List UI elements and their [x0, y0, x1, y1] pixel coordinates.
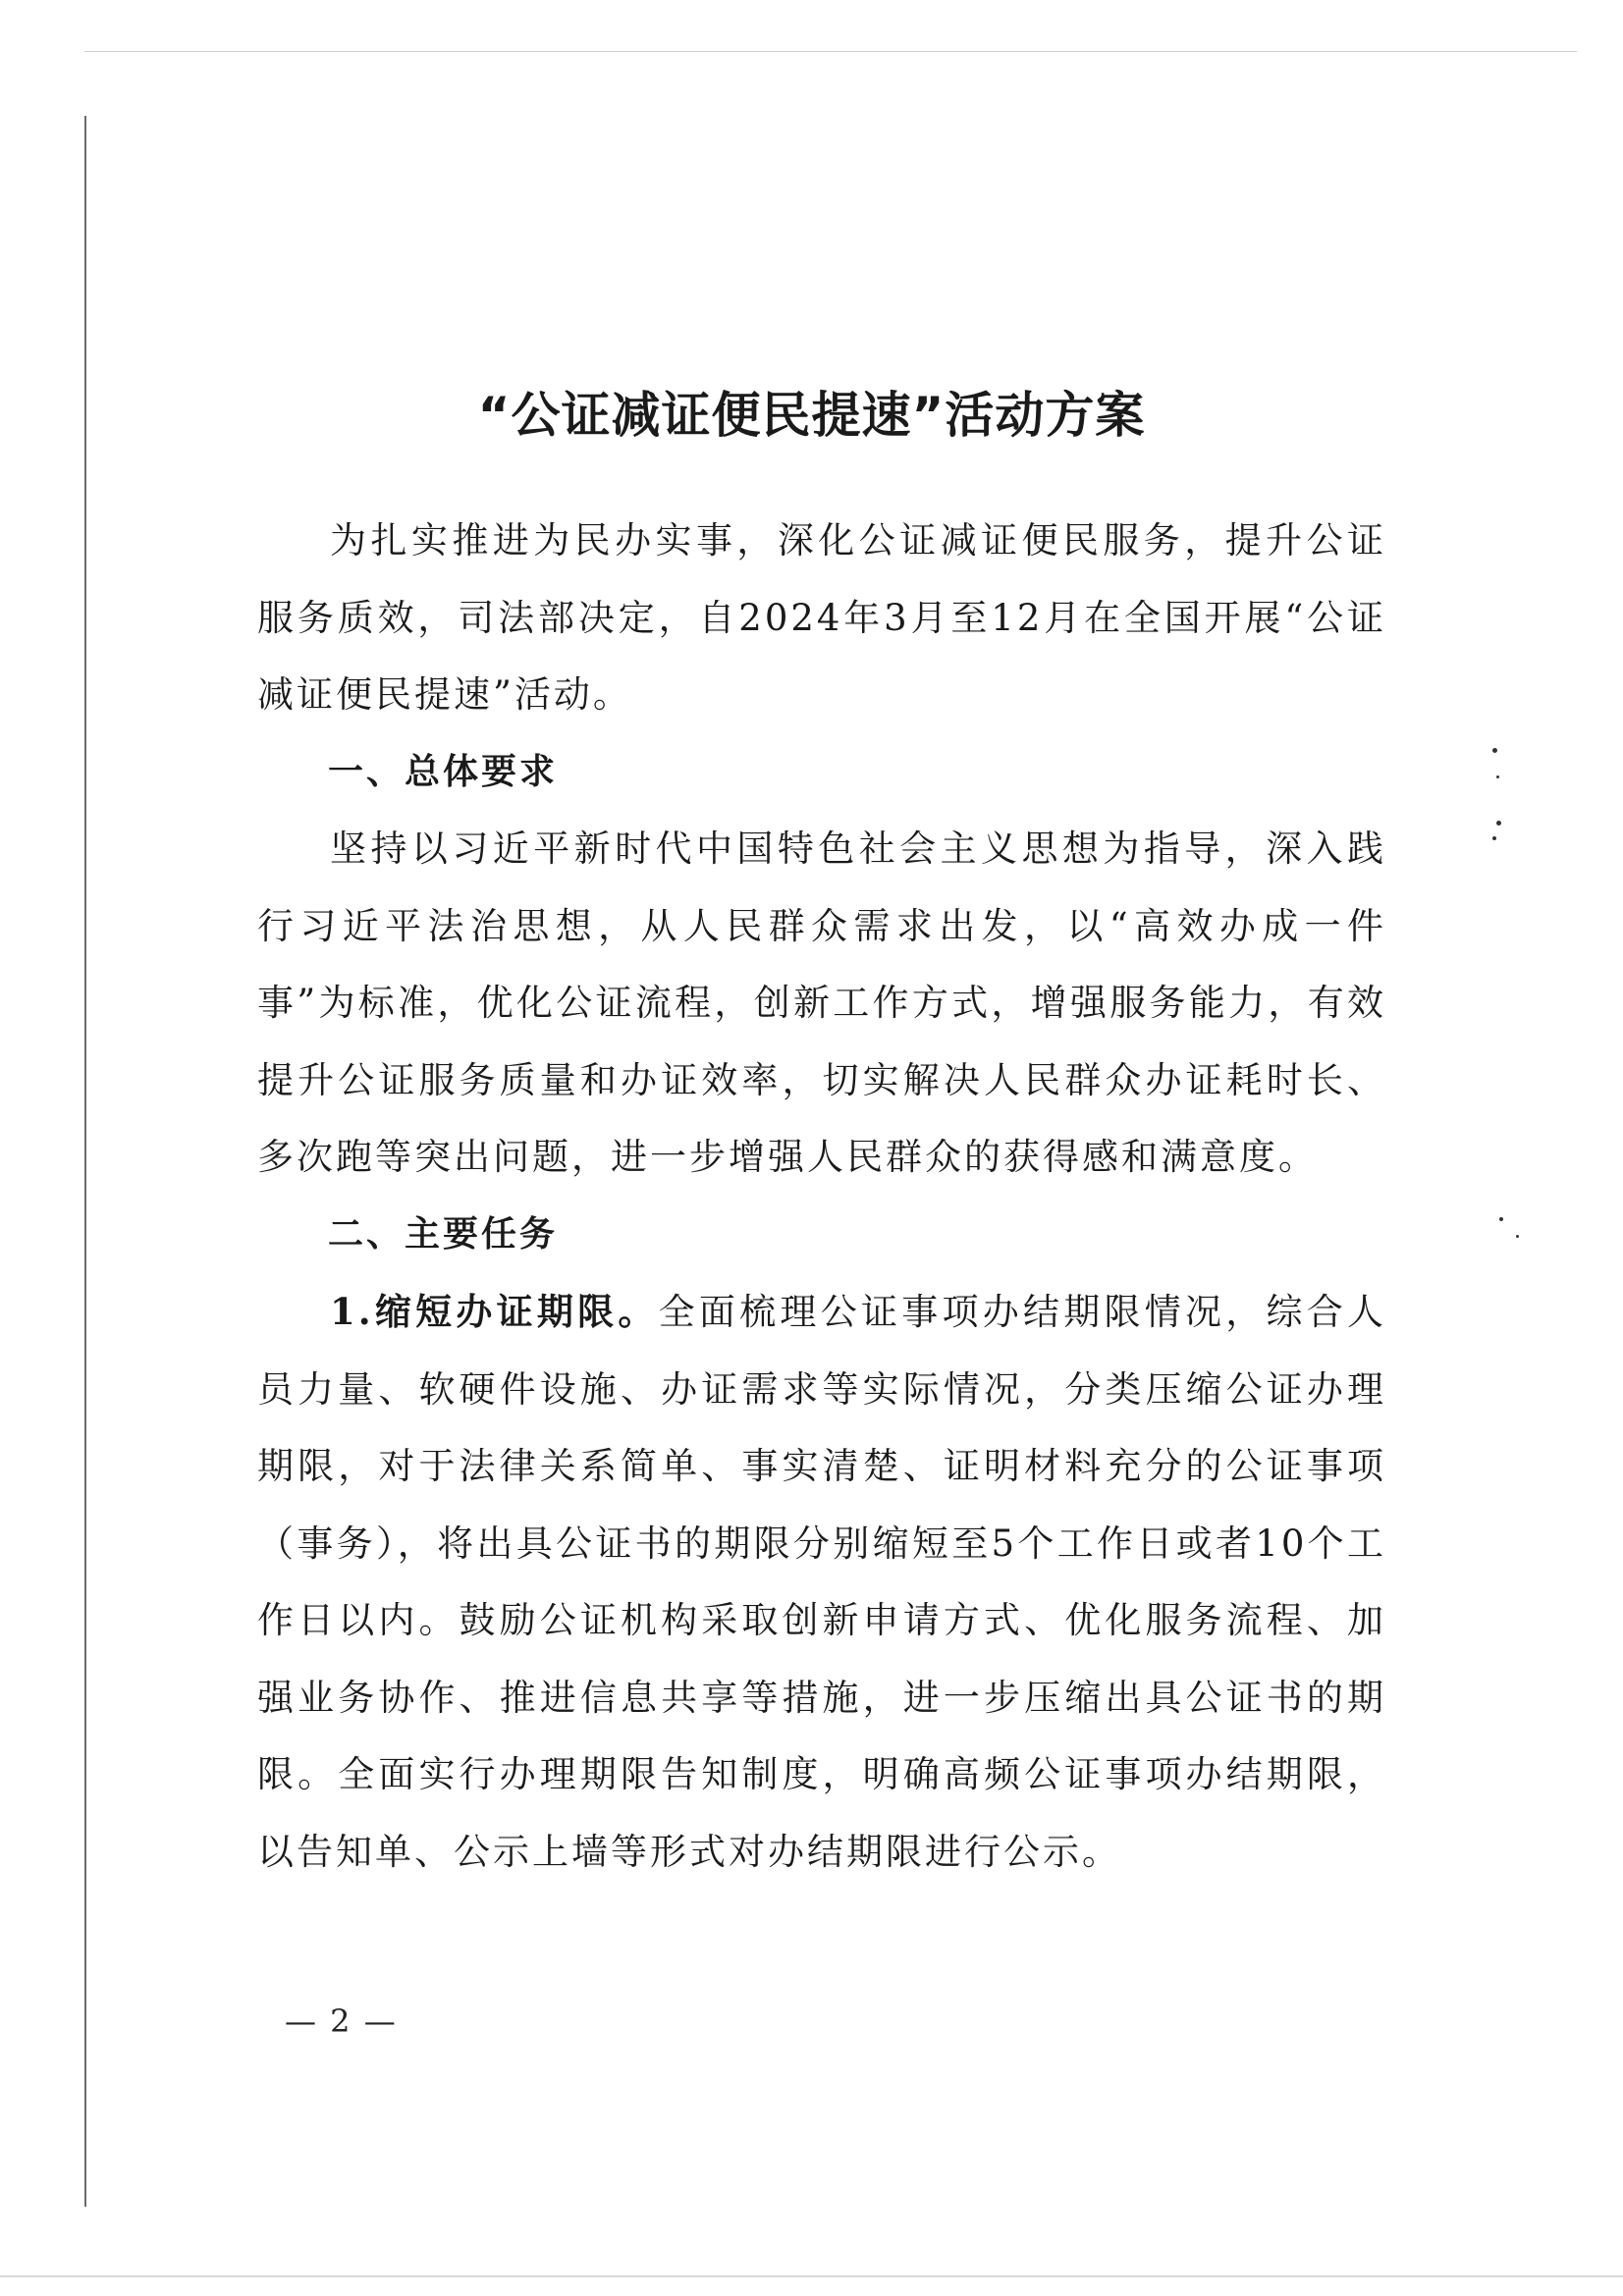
section-heading-general-requirements: 一、总体要求	[328, 751, 559, 792]
scan-speck	[1492, 748, 1497, 753]
document-title: “公证减证便民提速”活动方案	[477, 387, 1146, 444]
document-body	[257, 503, 1386, 1891]
scan-speck	[1499, 1217, 1503, 1221]
page-number: — 2 —	[285, 2002, 398, 2040]
scan-speck	[1492, 836, 1496, 840]
scan-border-bottom	[0, 2275, 1623, 2277]
scan-speck	[1496, 775, 1499, 778]
scan-border-top	[84, 51, 1577, 52]
scan-speck	[1496, 821, 1501, 826]
general-requirements-paragraph: 坚持以习近平新时代中国特色社会主义思想为指导，深入践行习近平法治思想，从人民群众需求出发，以“高效办成一件事”为标准，优化公证流程，创新工作方式，增强服务能力，有效提升公证服务质量和办证效率，切实解决人民群众办证耗时长、多次跑等突出问题，进一步增强人民群众的获得感和满意度。	[257, 828, 1386, 1178]
task-item-1-text: 全面梳理公证事项办结期限情况，综合人员力量、软硬件设施、办证需求等实际情况，分类压缩公证办理期限，对于法律关系简单、事实清楚、证明材料充分的公证事项（事务），将出具公证书的期限分别缩短至5个工作日或者10个工作日以内。鼓励公证机构采取创新申请方式、优化服务流程、加强业务协作、推进信息共享等措施，进一步压缩出具公证书的期限。全面实行办理期限告知制度，明确高频公证事项办结期限，以告知单、公示上墙等形式对办结期限进行公示。	[257, 1291, 1386, 1873]
task-item-1-lead: 1.缩短办证期限。	[330, 1290, 659, 1333]
intro-paragraph: 为扎实推进为民办实事，深化公证减证便民服务，提升公证服务质效，司法部决定，自2024年3月至12月在全国开展“公证减证便民提速”活动。	[257, 519, 1386, 716]
scan-speck	[1516, 1235, 1519, 1238]
section-heading-main-tasks: 二、主要任务	[328, 1213, 559, 1255]
task-item-1	[257, 1273, 1386, 1891]
